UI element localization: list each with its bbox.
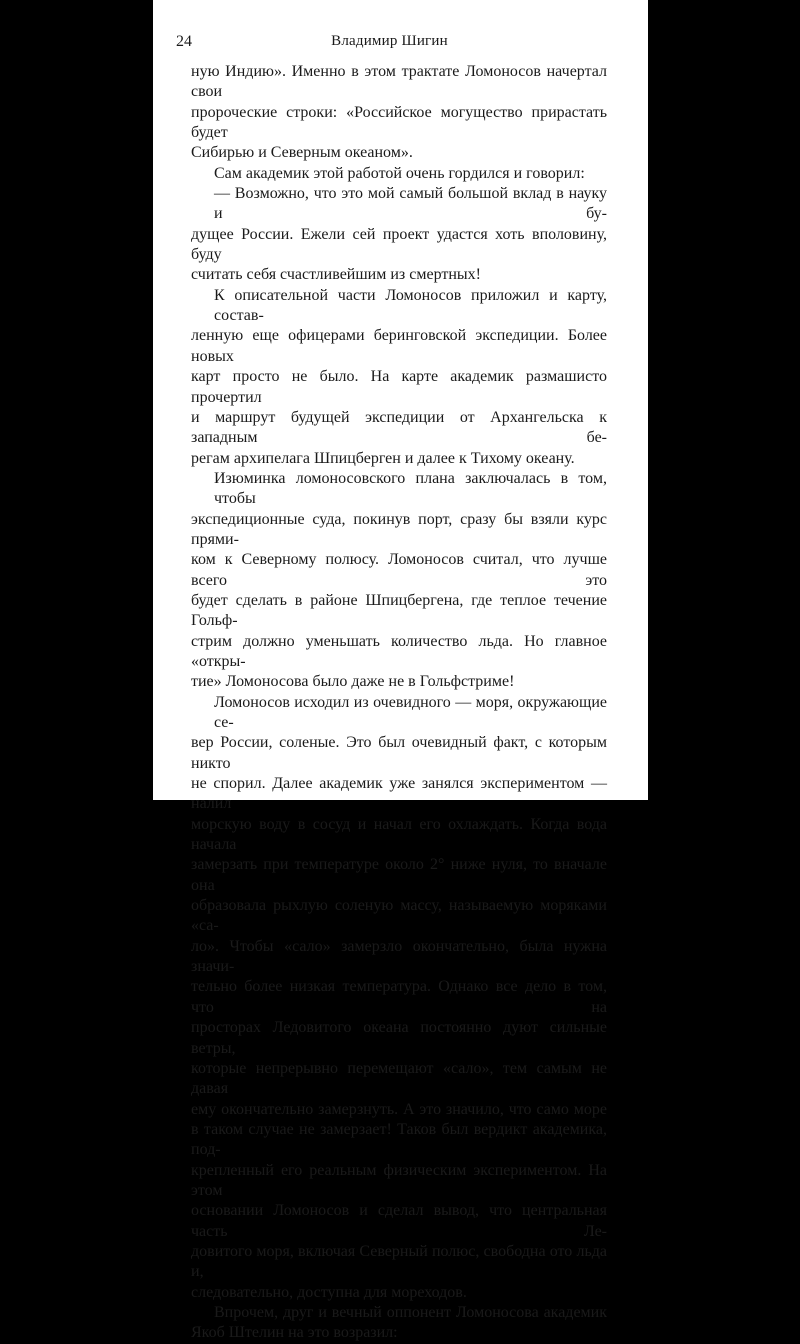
running-head-author: Владимир Шигин (331, 33, 448, 49)
text-line: основании Ломоносов и сделал вывод, что центральная часть Ле- (191, 1202, 607, 1240)
text-line: Сибирью и Северным океаном». (191, 144, 413, 162)
text-line: замерзать при температуре около 2° ниже нуля, то вначале она (191, 856, 607, 894)
text-line: Сам академик этой работой очень гордился и говорил: (214, 164, 585, 182)
paragraph (191, 164, 607, 184)
body-text (191, 62, 607, 1344)
paragraph (191, 469, 607, 693)
text-line: тие» Ломоносова было даже не в Гольфстриме! (191, 673, 515, 691)
paragraph (191, 62, 607, 164)
text-line: тельно более низкая температура. Однако все дело в том, что на (191, 978, 607, 1016)
text-line: регам архипелага Шпицберген и далее к Тихому океану. (191, 449, 575, 467)
text-line: будет сделать в районе Шпицбергена, где теплое течение Гольф- (191, 591, 607, 630)
text-line: ло». Чтобы «сало» замерзло окончательно, была нужна значи- (191, 937, 607, 976)
text-line: ему окончательно замерзнуть. А это значило, что само море (191, 1100, 607, 1118)
text-line: дущее России. Ежели сей проект удастся хоть вполовину, буду (191, 225, 607, 264)
paragraph (191, 286, 607, 469)
book-page (153, 0, 648, 1342)
text-line: ную Индию». Именно в этом трактате Ломоносов начертал свои (191, 63, 607, 101)
text-line: — Возможно, что это мой самый большой вклад в науку и бу- (214, 185, 607, 223)
text-line: довитого моря, включая Северный полюс, свободна ото льда и, (191, 1242, 607, 1281)
page-number: 24 (176, 33, 192, 50)
text-line: Изюминка ломоносовского плана заключалась в том, чтобы (214, 469, 607, 508)
text-line: Впрочем, друг и вечный оппонент Ломоносова академик (214, 1303, 607, 1321)
text-line: ком к Северному полюсу. Ломоносов считал, что лучше всего это (191, 551, 607, 589)
text-line: экспедиционные суда, покинув порт, сразу бы взяли курс прями- (191, 510, 607, 548)
text-line: считать себя счастливейшим из смертных! (191, 266, 481, 284)
text-line: следовательно, доступна для мореходов. (191, 1283, 467, 1301)
text-line: образовала рыхлую соленую массу, называемую моряками «са- (191, 897, 607, 935)
text-line: просторах Ледовитого океана постоянно дуют сильные ветры, (191, 1019, 607, 1057)
text-line: не спорил. Далее академик уже занялся экспериментом — налил (191, 775, 607, 813)
text-line: крепленный его реальным физическим экспериментом. На этом (191, 1161, 607, 1199)
page-header (176, 33, 603, 57)
text-line: стрим должно уменьшать количество льда. Но главное «откры- (191, 632, 607, 670)
paragraph (191, 184, 607, 286)
text-line: Ломоносов исходил из очевидного — моря, окружающие се- (214, 693, 607, 731)
text-line: которые непрерывно перемещают «сало», тем самым не давая (191, 1059, 607, 1098)
text-line: ленную еще офицерами беринговской экспедиции. Более новых (191, 327, 607, 365)
paragraph (191, 1303, 607, 1344)
text-line: и маршрут будущей экспедиции от Архангельска к западным бе- (191, 408, 607, 447)
text-line: карт просто не было. На карте академик размашисто прочертил (191, 368, 607, 406)
text-line: Якоб Штелин на это возразил: (191, 1324, 398, 1342)
paragraph (191, 693, 607, 1303)
text-line: вер России, соленые. Это был очевидный факт, с которым никто (191, 734, 607, 772)
text-line: морскую воду в сосуд и начал его охлаждать. Когда вода начала (191, 815, 607, 854)
text-line: в таком случае не замерзает! Таков был вердикт академика, под- (191, 1120, 607, 1159)
text-line: К описательной части Ломоносов приложил и карту, состав- (214, 286, 607, 325)
text-line: пророческие строки: «Российское могущество прирастать будет (191, 103, 607, 142)
